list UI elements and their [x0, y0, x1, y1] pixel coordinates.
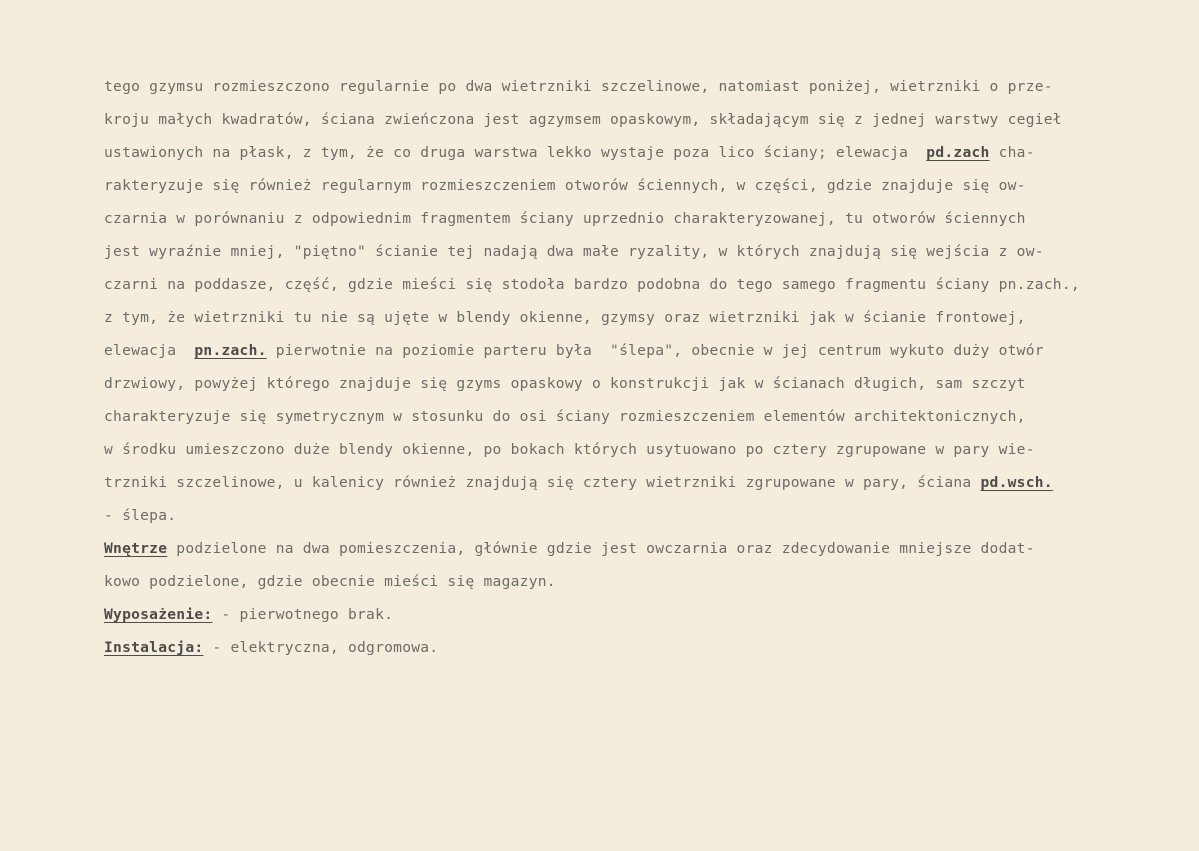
- line-text: pierwotnie na poziomie parteru była "ślepa", obecnie w jej centrum wykuto duży otwór: [266, 342, 1044, 359]
- text-line: [104, 540, 1035, 558]
- text-line: tego gzymsu rozmieszczono regularnie po dwa wietrzniki szczelinowe, natomiast poniżej, wietrzniki o prze-: [104, 78, 1053, 95]
- section-heading-wyposazenie: Wyposażenie:: [104, 606, 213, 623]
- line-text: elewacja: [104, 342, 195, 359]
- section-heading-instalacja: Instalacja:: [104, 639, 204, 656]
- text-line: czarnia w porównaniu z odpowiednim fragmentem ściany uprzednio charakteryzowanej, tu otworów ściennych: [104, 210, 1026, 227]
- text-line: drzwiowy, powyżej którego znajduje się gzyms opaskowy o konstrukcji jak w ścianach długich, sam szczyt: [104, 375, 1026, 392]
- text-line: kowo podzielone, gdzie obecnie mieści się magazyn.: [104, 573, 556, 590]
- line-text: cha-: [989, 144, 1035, 161]
- text-line: czarni na poddasze, część, gdzie mieści się stodoła bardzo podobna do tego samego fragmentu ściany pn.zach.,: [104, 276, 1080, 293]
- line-text: podzielone na dwa pomieszczenia, głównie gdzie jest owczarnia oraz zdecydowanie mniejsze dodat-: [167, 540, 1035, 557]
- text-line: jest wyraźnie mniej, "piętno" ścianie tej nadają dwa małe ryzality, w których znajdują się wejścia z ow-: [104, 243, 1044, 260]
- text-line: rakteryzuje się również regularnym rozmieszczeniem otworów ściennych, w części, gdzie znajduje się ow-: [104, 177, 1026, 194]
- line-text: - pierwotnego brak.: [212, 606, 394, 623]
- underlined-term: pd.zach: [926, 144, 990, 161]
- text-line: [104, 474, 1053, 492]
- underlined-term: pd.wsch.: [980, 474, 1053, 491]
- text-line: charakteryzuje się symetrycznym w stosunku do osi ściany rozmieszczeniem elementów architektonicznych,: [104, 408, 1026, 425]
- text-line: [104, 606, 393, 624]
- text-line: z tym, że wietrzniki tu nie są ujęte w blendy okienne, gzymsy oraz wietrzniki jak w ścianie frontowej,: [104, 309, 1026, 326]
- text-line: - ślepa.: [104, 507, 177, 524]
- underlined-term: pn.zach.: [194, 342, 267, 359]
- text-line: [104, 639, 438, 657]
- text-line: [104, 144, 1035, 162]
- line-text: trzniki szczelinowe, u kalenicy również znajdują się cztery wietrzniki zgrupowane w pary, ściana: [104, 474, 981, 491]
- section-heading-wnetrze: Wnętrze: [104, 540, 168, 557]
- line-text: - elektryczna, odgromowa.: [203, 639, 439, 656]
- text-line: kroju małych kwadratów, ściana zwieńczona jest agzymsem opaskowym, składającym się z jednej warstwy cegieł: [104, 111, 1062, 128]
- line-text: ustawionych na płask, z tym, że co druga warstwa lekko wystaje poza lico ściany; elewacja: [104, 144, 927, 161]
- text-line: w środku umieszczono duże blendy okienne, po bokach których usytuowano po cztery zgrupowane w pary wie-: [104, 441, 1035, 458]
- text-line: [104, 342, 1044, 360]
